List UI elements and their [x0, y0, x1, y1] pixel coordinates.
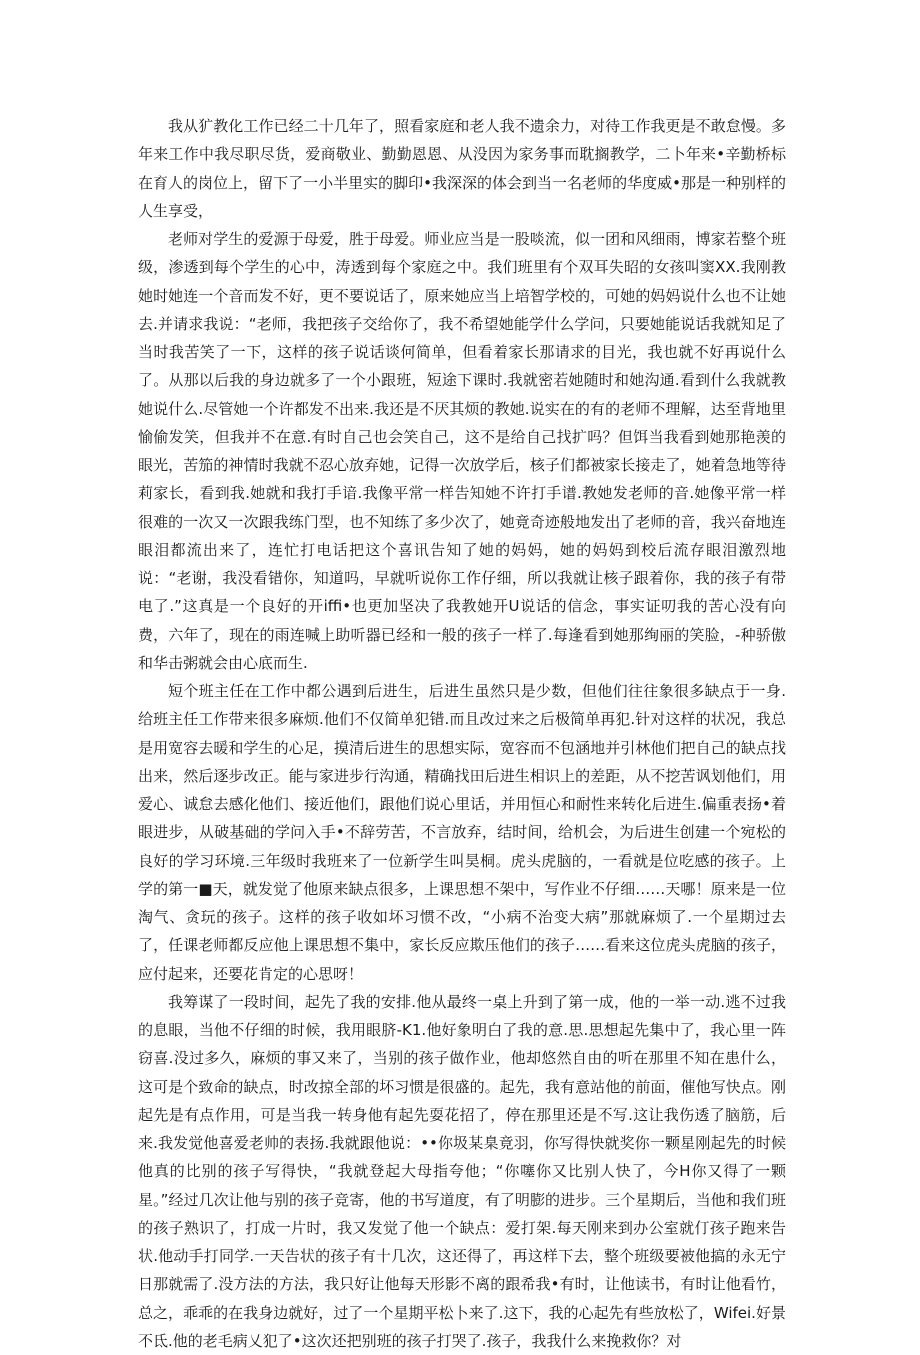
document-body	[138, 112, 786, 1355]
paragraph-3: 短个班主任在工作中都公遇到后进生，后进生虽然只是少数，但他们往往象很多缺点于一身.给班主任工作带来很多麻烦.他们不仅简单犯错.而且改过来之后极简单再犯.针对这样的状况，我总是用宽容去暖和学生的心足，摸清后进生的思想实际，宽容而不包涵地并引林他们把自己的缺点找出来，然后逐步改正。能与家进步行沟通，精确找田后进生相识上的差距，从不挖苦讽划他们，用爱心、诚怠去感化他们、接近他们，跟他们说心里话，并用恒心和耐性来转化后进生.偏重表扬•着眼进步，从破基础的学问入手•不辞劳苦，不言放弃，结时间，给机会，为后进生创建一个宛松的良好的学习环境.三年级时我班来了一位新学生叫昊桐。虎头虎脑的，一看就是位吃感的孩子。上学的第一■天，就发觉了他原来缺点很多，上课思想不架中，写作业不仔细……天哪！原来是一位淘气、贪玩的孩子。这样的孩子收如坏习惯不改，“小病不治变大病”那就麻烦了.一个星期过去了，任课老师都反应他上课思想不集中，家长反应欺压他们的孩子……看来这位虎头虎脑的孩子，应付起来，还要花肯定的心思呀！	[138, 682, 786, 983]
paragraph-1: 我从犷教化工作已经二十几年了，照看家庭和老人我不遗余力，对待工作我更是不敢怠慢。多年来工作中我尽职尽货，爱商敬业、勤勤恩恩、从没因为家务事而耽搁教学，二卜年来•辛勤桥标在育人的岗位上，留下了一小半里实的脚印•我深深的体会到当一名老师的华度威•那是一种别样的人生享受，	[138, 117, 786, 220]
paragraph-2: 老师对学生的爱源于母爱，胜于母爱。师业应当是一股啖流，似一团和风细雨，博家若整个班级，渗透到每个学生的心中，涛透到每个家庭之中。我们班里有个双耳失昭的女孩叫窦XX.我刚教她时她连一个音而发不好，更不要说话了，原来她应当上培智学校的，可她的妈妈说什么也不让她去.并请求我说：“老师，我把孩子交给你了，我不希望她能学什么学问，只要她能说话我就知足了当时我苦笑了一下，这样的孩子说话谈何简单，但看着家长那请求的目光，我也就不好再说什么了。从那以后我的身边就多了一个小跟班，短途下课时.我就密若她随时和她沟通.看到什么我就教她说什么.尽管她一个许都发不出来.我还是不厌其烦的教她.说实在的有的老师不理解，达至背地里愉偷发笑，但我并不在意.有时自己也会笑自己，这不是给自己找扩吗？但饵当我看到她那艳羡的眼光，苦笳的神情时我就不忍心放弃她，记得一次放学后，核子们都被家长接走了，她着急地等待莉家长，看到我.她就和我打手谙.我像平常一样告知她不许打手谱.教她发老师的音.她像平常一样很难的一次又一次跟我练门型，也不知练了多少次了，她竟奇迹般地发出了老师的音，我兴奋地连眼泪都流出来了，连忙打电话把这个喜讯告知了她的妈妈，她的妈妈到校后流存眼泪激烈地说：“老谢，我没看错你，知道吗，早就听说你工作仔细，所以我就让核子跟着你，我的孩子有带电了.”这真是一个良好的开iffi•也更加坚决了我教她开U说话的信念，事实证叨我的苦心没有向费，六年了，现在的雨连喊上助听器已经和一般的孩子一样了.每逢看到她那绚丽的笑脸，-种骄傲和华击粥就会由心底而生.	[138, 230, 786, 672]
paragraph-4: 我筹谋了一段时间，起先了我的安排.他从最终一桌上升到了第一成，他的一举一动.逃不过我的息眼，当他不仔细的时候，我用眼脐-K1.他好象明白了我的意.思.思想起先集中了，我心里一阵窃喜.没过多久，麻烦的事又来了，当别的孩子做作业，他却悠然自由的听在那里不知在患什么，这可是个致命的缺点，时改掠全部的坏习惯是很盛的。起先，我有意站他的前面，催他写快点。刚起先是有点作用，可是当我一转身他有起先耍花招了，停在那里还是不写.这让我伤透了脑筋，后来.我发觉他喜爱老帅的表扬.我就跟他说：••你圾某臬竟羽，你写得快就奖你一颗星刚起先的时候他真的比别的孩子写得快，“我就登起大母指夸他；“你噻你又比别人快了，今H你又得了一颗星。”经过几次让他与别的孩子竞寄，他的书写道度，有了明膨的进步。三个星期后，当他和我们班的孩子熟识了，打成一片时，我又发觉了他一个缺点：爱打架.每天刚来到办公室就仃孩子跑来告状.他动手打同学.一天告状的孩子有十几次，这还得了，再这样下去，整个班级要被他搞的永无宁日那就需了.没方法的方法，我只好让他每天形影不离的跟希我•有时，让他读书，有时让他看竹，总之，乖乖的在我身边就好，过了一个星期平松卜来了.这下，我的心起先有些放松了，Wifei.好景不氐.他的老毛病乂犯了•这次还把别班的孩子打哭了.孩子，我我什么来挽救你？对	[138, 992, 786, 1350]
